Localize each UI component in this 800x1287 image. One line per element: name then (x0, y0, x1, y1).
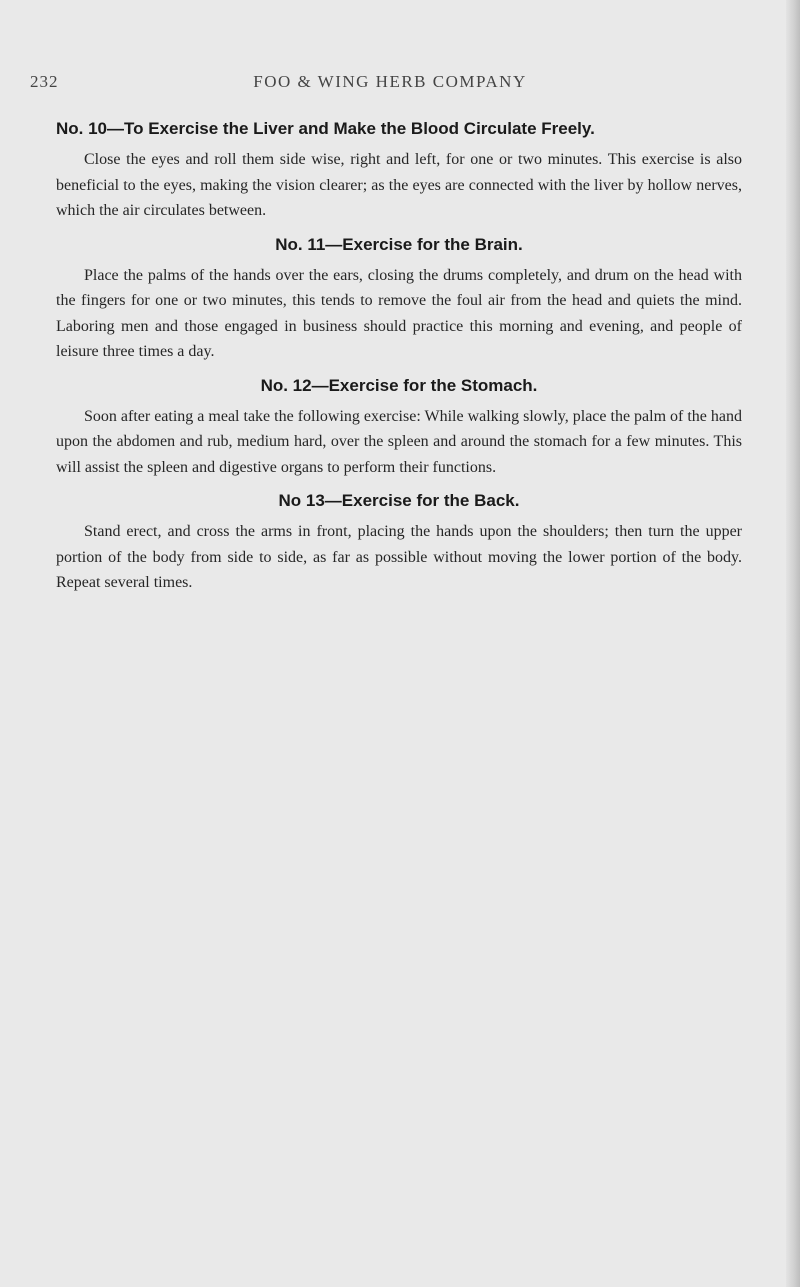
section-paragraph: Place the palms of the hands over the ears, closing the drums completely, and drum on the head with the fingers for one or two minutes, this tends to remove the foul air from the head and quiets the mind. Laboring men and those engaged in business should practice this morning and evening, and people of leisure three times a day. (56, 266, 742, 360)
page-edge (786, 0, 800, 1287)
section-liver-exercise (56, 118, 742, 224)
section-stomach-exercise (56, 375, 742, 481)
section-heading: No. 12—Exercise for the Stomach. (260, 375, 538, 395)
section-paragraph: Soon after eating a meal take the following exercise: While walking slowly, place the palm of the hand upon the abdomen and rub, medium hard, over the spleen and around the stomach for a few minutes. This will assist the spleen and digestive organs to perform their functions. (56, 407, 743, 476)
page-body (56, 118, 742, 606)
running-head (0, 72, 800, 96)
section-brain-exercise (56, 234, 742, 365)
section-paragraph: Close the eyes and roll them side wise, right and left, for one or two minutes. This exercise is also beneficial to the eyes, making the vision clearer; as the eyes are connected with the liver by hollow nerves, which the air circulates between. (56, 151, 742, 219)
section-heading: No. 11—Exercise for the Brain. (275, 234, 523, 254)
running-title: FOO & WING HERB COMPANY (253, 72, 527, 91)
page-number: 232 (30, 72, 59, 91)
section-back-exercise (56, 490, 742, 596)
section-heading: No 13—Exercise for the Back. (278, 491, 520, 510)
section-heading: No. 10—To Exercise the Liver and Make the Blood Circulate Freely. (56, 119, 595, 138)
section-paragraph: Stand erect, and cross the arms in front, placing the hands upon the shoulders; then turn the upper portion of the body from side to side, as far as possible without moving the lower portion of the body. Repeat several times. (56, 523, 742, 591)
